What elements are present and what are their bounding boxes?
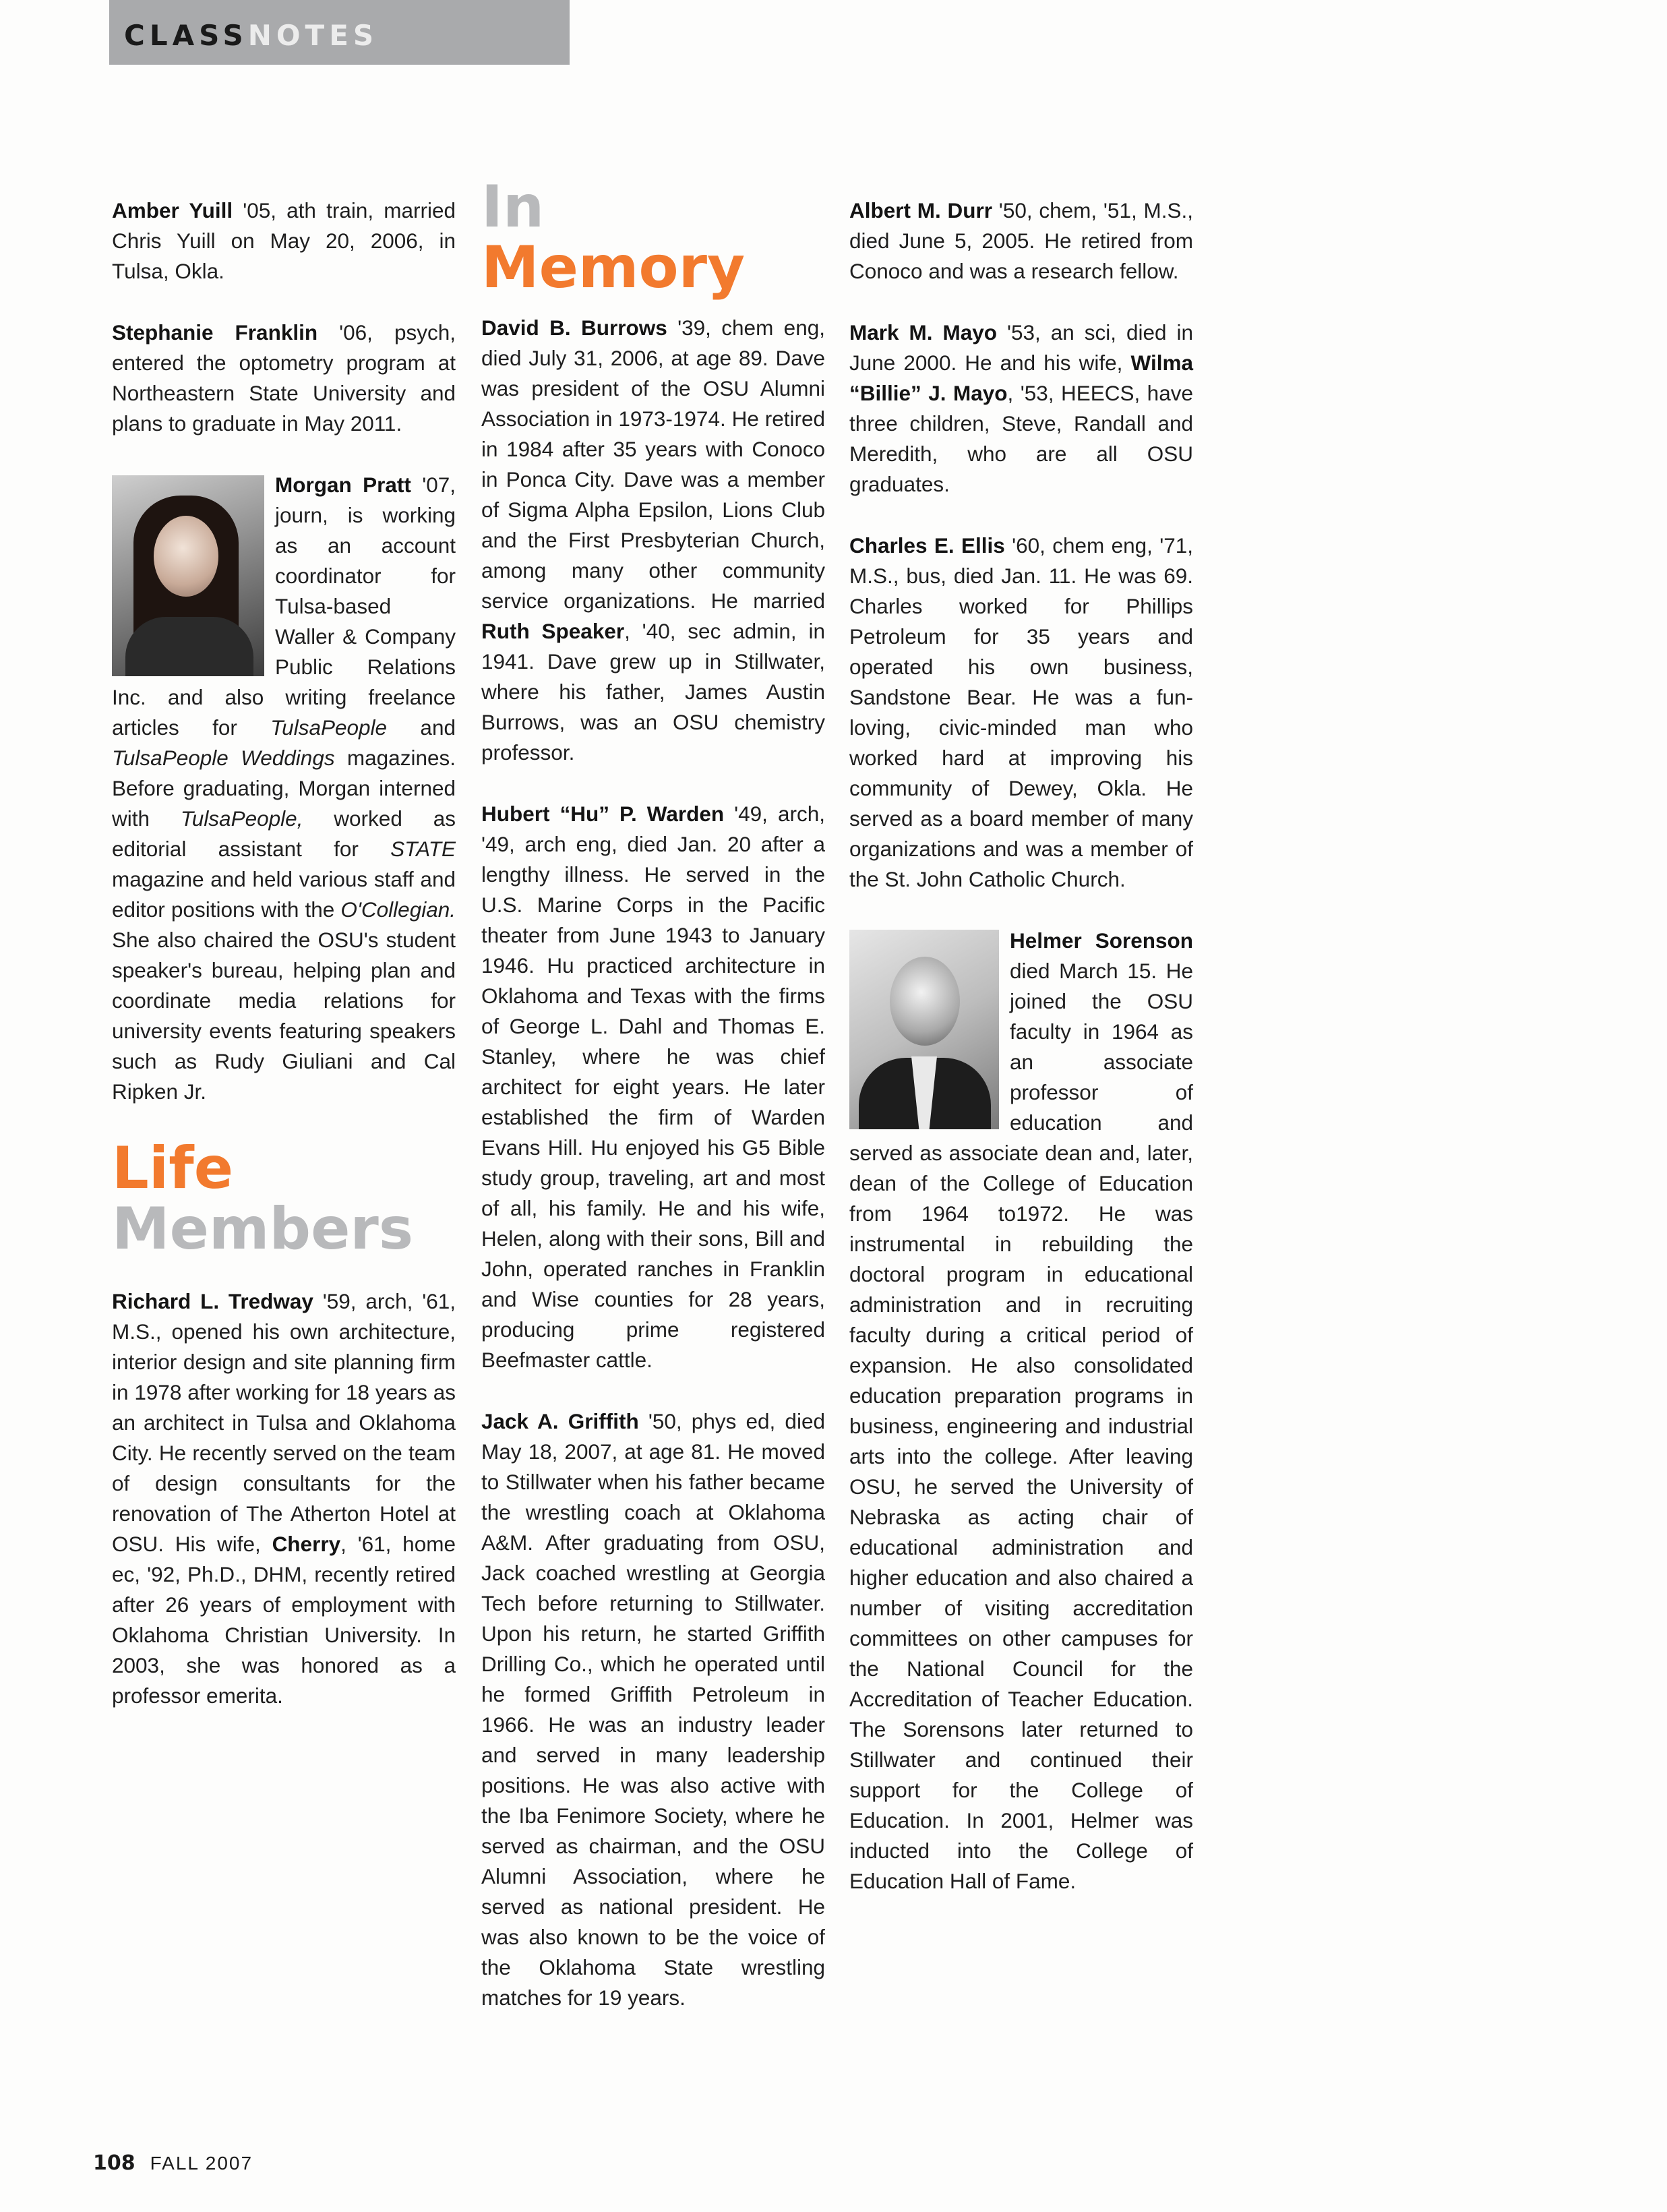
note-text: '50, chem, '51, M.S., died June 5, 2005. He retired from Conoco and was a research fellow. bbox=[849, 198, 1193, 283]
note-text: '59, arch, '61, M.S., opened his own architecture, interior design and site planning firm in 1978 after working for 18 years as an architect in Tulsa and Oklahoma City. He recently served on the team of design consultants for the renovation of The Atherton Hotel at OSU. His wife, bbox=[112, 1289, 456, 1556]
heading-line-2: Members bbox=[112, 1195, 414, 1263]
publication-title: TulsaPeople Weddings bbox=[112, 746, 335, 770]
life-members-heading bbox=[112, 1135, 456, 1263]
note-name: Morgan Pratt bbox=[275, 473, 411, 497]
heading-line-1: Life bbox=[112, 1135, 234, 1202]
publication-title: TulsaPeople, bbox=[180, 806, 303, 831]
note-name: Ruth Speaker bbox=[481, 619, 625, 643]
page-number: 108 bbox=[93, 2151, 135, 2175]
note-text: and bbox=[387, 715, 456, 740]
memorial-jack-griffith bbox=[481, 1406, 825, 2013]
note-name: Wilma “Billie” J. Mayo bbox=[849, 351, 1193, 405]
note-name: Stephanie Franklin bbox=[112, 320, 318, 345]
note-text: , '61, home ec, '92, Ph.D., DHM, recently retired after 26 years of employment with Oklahoma Christian University. In 2003, she was honored as a professor emerita. bbox=[112, 1532, 456, 1708]
note-text: '60, chem eng, '71, M.S., bus, died Jan. 11. He was 69. Charles worked for Phillips Petroleum for 35 years and operated his own business, Sandstone Bear. He was a fun-loving, civic-minded man who worked hard at improving his community of Dewey, Okla. He served as a board member of many organizations and was a member of the St. John Catholic Church. bbox=[849, 533, 1194, 891]
note-morgan-pratt bbox=[112, 470, 456, 1107]
note-text: '06, psych, entered the optometry program at Northeastern State University and plans to graduate in May 2011. bbox=[112, 320, 456, 436]
memorial-albert-durr bbox=[849, 196, 1193, 287]
note-text: magazines. Before graduating, Morgan interned with bbox=[112, 746, 456, 831]
memorial-helmer-sorenson bbox=[849, 926, 1193, 1896]
column-1 bbox=[112, 196, 456, 1742]
note-name: Jack A. Griffith bbox=[481, 1409, 639, 1433]
section-header-bar bbox=[109, 0, 570, 65]
section-header bbox=[124, 19, 379, 52]
note-text: '05, ath train, married Chris Yuill on May 20, 2006, in Tulsa, Okla. bbox=[112, 198, 456, 283]
in-memory-heading bbox=[481, 173, 825, 301]
column-3 bbox=[849, 196, 1193, 1927]
note-stephanie-franklin bbox=[112, 318, 456, 439]
note-text: , '40, sec admin, in 1941. Dave grew up in Stillwater, where his father, James Austin Burrows, was an OSU chemistry professor. bbox=[481, 619, 825, 765]
note-name: David B. Burrows bbox=[481, 316, 667, 340]
helmer-sorenson-photo bbox=[849, 930, 999, 1129]
note-text: died March 15. He joined the OSU faculty in 1964 as an associate professor of education and served as associate dean and, later, dean of the College of Education from 1964 to1972. He was instrumental in rebuilding the doctoral program in educational administration and in recruiting faculty during a critical period of expansion. He also consolidated education preparation programs in business, engineering and industrial arts into the college. After leaving OSU, he served the University of Nebraska as acting chair of educational administration and higher education and also chaired a number of visiting accreditation committees on other campuses for the National Council for the Accreditation of Teacher Education. The Sorensons later returned to Stillwater and continued their support for the College of Education. In 2001, Helmer was inducted into the College of Education Hall of Fame. bbox=[849, 959, 1193, 1893]
morgan-pratt-photo bbox=[112, 475, 264, 676]
memorial-david-burrows bbox=[481, 313, 825, 768]
note-text: worked as editorial assistant for bbox=[112, 806, 456, 861]
publication-title: STATE bbox=[390, 837, 456, 861]
note-name: Amber Yuill bbox=[112, 198, 233, 222]
note-text: '39, chem eng, died July 31, 2006, at age 89. Dave was president of the OSU Alumni Association in 1973-1974. He retired in 1984 after 35 years with Conoco in Ponca City. Dave was a member of Sigma Alpha Epsilon, Lions Club and the First Presbyterian Church, among many other community service organizations. He married bbox=[481, 316, 825, 613]
page-footer bbox=[93, 2153, 253, 2174]
note-name: Helmer Sorenson bbox=[1010, 928, 1193, 953]
note-text: She also chaired the OSU's student speaker's bureau, helping plan and coordinate media relations for university events featuring speakers such as Rudy Giuliani and Cal Ripken Jr. bbox=[112, 928, 456, 1104]
section-header-part2: NOTES bbox=[247, 19, 379, 52]
note-amber-yuill bbox=[112, 196, 456, 287]
publication-title: TulsaPeople bbox=[270, 715, 388, 740]
note-name: Cherry bbox=[272, 1532, 341, 1556]
publication-title: O'Collegian. bbox=[340, 897, 456, 922]
note-text: , '53, HEECS, have three children, Steve, Randall and Meredith, who are all OSU graduates. bbox=[849, 381, 1193, 496]
heading-line-1: In bbox=[481, 173, 545, 241]
note-name: Albert M. Durr bbox=[849, 198, 993, 222]
note-name: Hubert “Hu” P. Warden bbox=[481, 802, 725, 826]
note-name: Richard L. Tredway bbox=[112, 1289, 313, 1313]
note-text: '50, phys ed, died May 18, 2007, at age 81. He moved to Stillwater when his father became the wrestling coach at Oklahoma A&M. After graduating from OSU, Jack coached wrestling at Georgia Tech before returning to Stillwater. Upon his return, he started Griffith Drilling Co., which he operated until he formed Griffith Petroleum in 1966. He was an industry leader and served in many leadership positions. He was also active with the Iba Fenimore Society, where he served as chairman, and the OSU Alumni Association, where he served as national president. He was also known to be the voice of the Oklahoma State wrestling matches for 19 years. bbox=[481, 1409, 825, 2010]
note-richard-tredway bbox=[112, 1286, 456, 1711]
column-2 bbox=[481, 173, 825, 2044]
note-text: magazine and held various staff and editor positions with the bbox=[112, 867, 456, 922]
note-text: '53, an sci, died in June 2000. He and his wife, bbox=[849, 320, 1193, 375]
note-text: '49, arch, '49, arch eng, died Jan. 20 after a lengthy illness. He served in the U.S. Marine Corps in the Pacific theater from June 1943 to January 1946. Hu practiced architecture in Oklahoma and Texas with the firms of George L. Dahl and Thomas E. Stanley, where he was chief architect for eight years. He later established the firm of Warden Evans Hill. Hu enjoyed his G5 Bible study group, traveling, art and most of all, his family. He and his wife, Helen, along with their sons, Bill and John, operated ranches in Franklin and Wise counties for 28 years, producing prime registered Beefmaster cattle. bbox=[481, 802, 825, 1372]
heading-line-2: Memory bbox=[481, 234, 746, 301]
memorial-charles-ellis bbox=[849, 531, 1193, 895]
memorial-hubert-warden bbox=[481, 799, 825, 1375]
issue-label: FALL 2007 bbox=[150, 2153, 253, 2174]
note-name: Charles E. Ellis bbox=[849, 533, 1005, 558]
note-text: '07, journ, is working as an account coordinator for Tulsa-based Waller & Company Public Relations Inc. and also writing freelance articles for bbox=[112, 473, 456, 740]
section-header-part1: CLASS bbox=[124, 19, 248, 52]
note-name: Mark M. Mayo bbox=[849, 320, 997, 345]
memorial-mark-mayo bbox=[849, 318, 1193, 500]
